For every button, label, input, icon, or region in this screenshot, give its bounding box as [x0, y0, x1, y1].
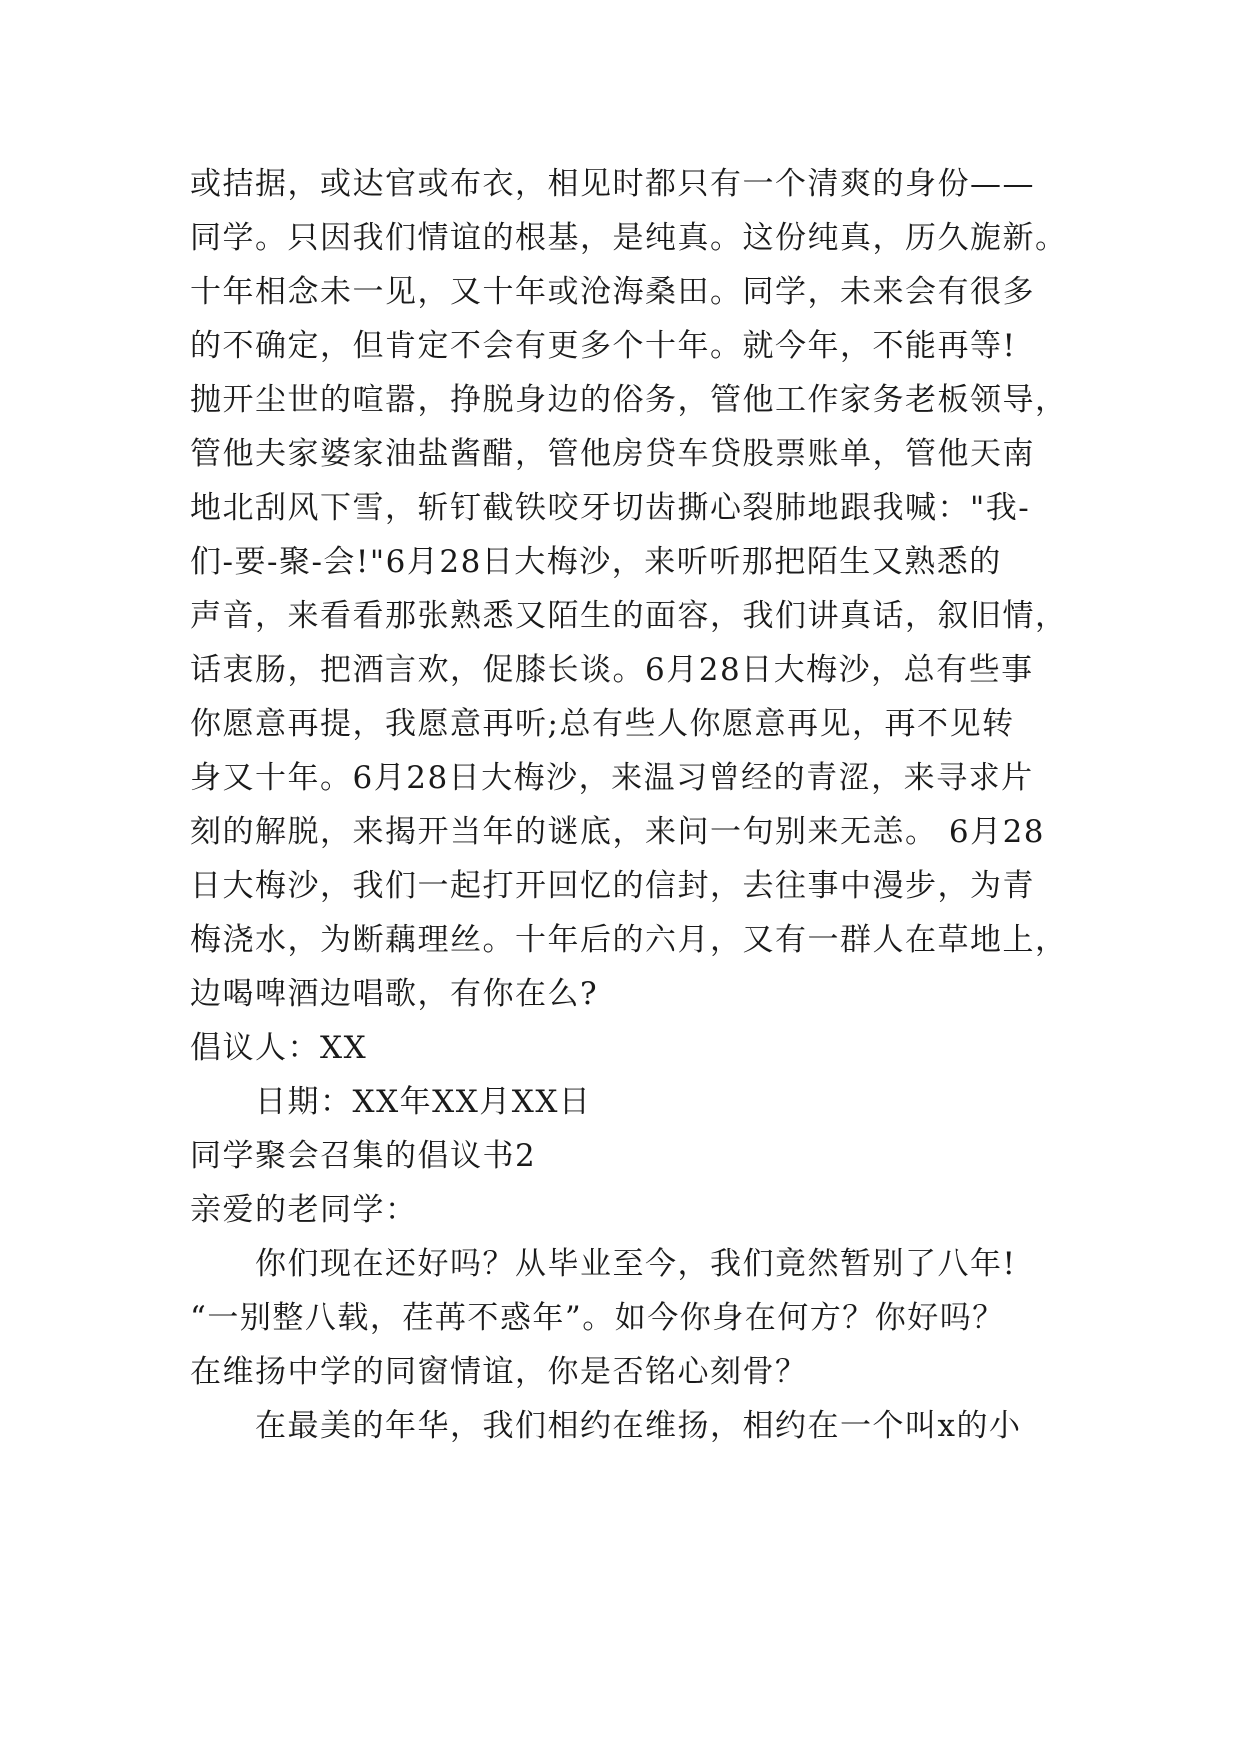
body-line-13: 刻的解脱，来揭开当年的谜底，来问一句别来无恙。 6月28 [190, 814, 1046, 850]
para3-line-1: 在最美的年华，我们相约在维扬，相约在一个叫x的小 [255, 1408, 1022, 1444]
para2-line-3: 在维扬中学的同窗情谊，你是否铭心刻骨？ [190, 1354, 808, 1390]
body-line-10: 话衷肠，把酒言欢，促膝长谈。6月28日大梅沙，总有些事 [190, 652, 1034, 688]
body-line-12: 身又十年。6月28日大梅沙，来温习曾经的青涩，来寻求片 [190, 760, 1034, 796]
body-line-2: 同学。只因我们情谊的根基，是纯真。这份纯真，历久旎新。 [190, 220, 1068, 256]
body-line-9: 声音，来看看那张熟悉又陌生的面容，我们讲真话，叙旧情， [190, 598, 1068, 634]
proposer-line: 倡议人：XX [190, 1030, 368, 1066]
body-line-16: 边喝啤酒边唱歌，有你在么? [190, 976, 599, 1012]
body-line-8: 们-要-聚-会!"6月28日大梅沙，来听听那把陌生又熟悉的 [190, 544, 1002, 580]
body-line-14: 日大梅沙，我们一起打开回忆的信封，去往事中漫步，为青 [190, 868, 1035, 904]
body-line-15: 梅浇水，为断藕理丝。十年后的六月，又有一群人在草地上， [190, 922, 1068, 958]
body-line-5: 抛开尘世的喧嚣，挣脱身边的俗务，管他工作家务老板领导， [190, 382, 1068, 418]
body-line-4: 的不确定，但肯定不会有更多个十年。就今年，不能再等! [190, 328, 1017, 364]
para2-line-1: 你们现在还好吗？从毕业至今，我们竟然暂别了八年! [255, 1246, 1017, 1282]
body-line-11: 你愿意再提，我愿意再听;总有些人你愿意再见，再不见转 [190, 706, 1015, 742]
para2-line-2: “一别整八载，荏苒不惑年”。如今你身在何方？你好吗？ [190, 1300, 1005, 1336]
section-title: 同学聚会召集的倡议书2 [190, 1138, 537, 1174]
salutation: 亲爱的老同学： [190, 1192, 418, 1228]
body-line-1: 或拮据，或达官或布衣，相见时都只有一个清爽的身份—— [190, 166, 1035, 202]
body-line-7: 地北刮风下雪，斩钉截铁咬牙切齿撕心裂肺地跟我喊："我- [190, 490, 1031, 526]
body-line-6: 管他夫家婆家油盐酱醋，管他房贷车贷股票账单，管他天南 [190, 436, 1035, 472]
body-line-3: 十年相念未一见，又十年或沧海桑田。同学，未来会有很多 [190, 274, 1035, 310]
date-line: 日期：XX年XX月XX日 [255, 1084, 592, 1120]
